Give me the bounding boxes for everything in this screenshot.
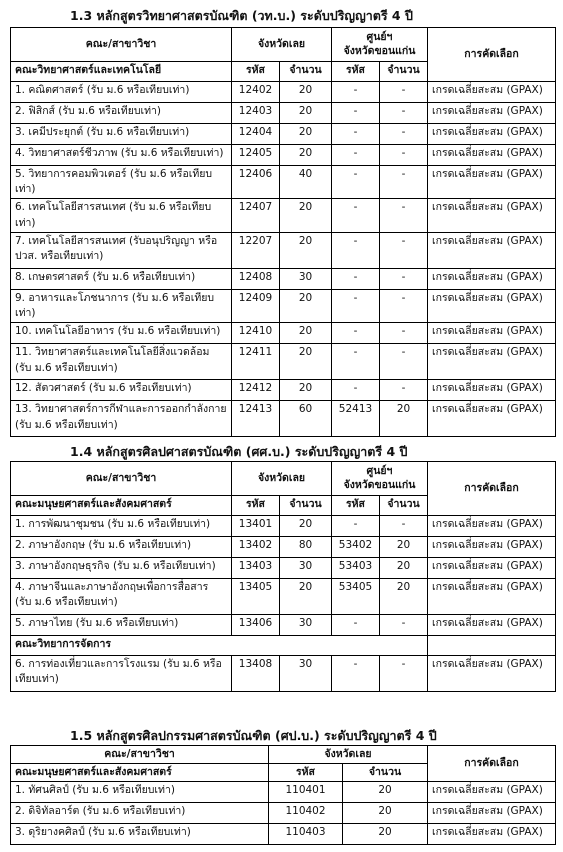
cell-name: 3. ภาษาอังกฤษธุรกิจ (รับ ม.6 หรือเทียบเท่า) bbox=[11, 558, 232, 579]
cell-code2: - bbox=[332, 145, 380, 166]
cell-code: 12408 bbox=[232, 268, 280, 289]
cell-code: 13406 bbox=[232, 615, 280, 636]
cell-qty2: - bbox=[380, 289, 428, 322]
cell-code2: 53402 bbox=[332, 537, 380, 558]
cell-qty: 20 bbox=[280, 103, 332, 124]
cell-qty2: - bbox=[380, 124, 428, 145]
table-row bbox=[11, 782, 556, 803]
cell-name: 2. ดิจิทัลอาร์ต (รับ ม.6 หรือเทียบเท่า) bbox=[11, 803, 269, 824]
table-row bbox=[11, 166, 556, 199]
cell-name: 6. เทคโนโลยีสารสนเทศ (รับ ม.6 หรือเทียบเท่า) bbox=[11, 199, 232, 232]
table-row bbox=[11, 268, 556, 289]
cell-qty: 30 bbox=[280, 558, 332, 579]
cell-sel: เกรดเฉลี่ยสะสม (GPAX) bbox=[428, 615, 556, 636]
cell-name: 9. อาหารและโภชนาการ (รับ ม.6 หรือเทียบเท่า) bbox=[11, 289, 232, 322]
cell-sel: เกรดเฉลี่ยสะสม (GPAX) bbox=[428, 124, 556, 145]
cell-code2: - bbox=[332, 124, 380, 145]
cell-qty: 20 bbox=[280, 579, 332, 615]
table-row bbox=[11, 824, 556, 845]
header-program: คณะ/สาขาวิชา bbox=[11, 462, 232, 496]
cell-name: 1. ทัศนศิลป์ (รับ ม.6 หรือเทียบเท่า) bbox=[11, 782, 269, 803]
cell-sel: เกรดเฉลี่ยสะสม (GPAX) bbox=[428, 579, 556, 615]
cell-code: 12409 bbox=[232, 289, 280, 322]
header-selection: การคัดเลือก bbox=[428, 28, 556, 82]
table-row bbox=[11, 615, 556, 636]
cell-name: 10. เทคโนโลยีอาหาร (รับ ม.6 หรือเทียบเท่า) bbox=[11, 323, 232, 344]
cell-qty: 20 bbox=[280, 380, 332, 401]
cell-qty2: - bbox=[380, 323, 428, 344]
fine-arts-program-table bbox=[10, 745, 556, 845]
table-row bbox=[11, 232, 556, 268]
cell-code2: - bbox=[332, 268, 380, 289]
cell-qty: 20 bbox=[280, 124, 332, 145]
cell-code: 13403 bbox=[232, 558, 280, 579]
cell-name: 13. วิทยาศาสตร์การกีฬาและการออกกำลังกาย (รับ ม.6 หรือเทียบเท่า) bbox=[11, 401, 232, 437]
table-row bbox=[11, 380, 556, 401]
cell-qty2: 20 bbox=[380, 579, 428, 615]
cell-name: 5. ภาษาไทย (รับ ม.6 หรือเทียบเท่า) bbox=[11, 615, 232, 636]
cell-code: 110402 bbox=[269, 803, 343, 824]
cell-code2: - bbox=[332, 103, 380, 124]
table-row bbox=[11, 558, 556, 579]
cell-code: 12406 bbox=[232, 166, 280, 199]
table-row bbox=[11, 323, 556, 344]
cell-name: 1. การพัฒนาชุมชน (รับ ม.6 หรือเทียบเท่า) bbox=[11, 516, 232, 537]
cell-name: 6. การท่องเที่ยวและการโรงแรม (รับ ม.6 หรือเทียบเท่า) bbox=[11, 656, 232, 692]
cell-code2: - bbox=[332, 232, 380, 268]
cell-name: 2. ภาษาอังกฤษ (รับ ม.6 หรือเทียบเท่า) bbox=[11, 537, 232, 558]
cell-code: 13408 bbox=[232, 656, 280, 692]
cell-qty2: - bbox=[380, 344, 428, 380]
cell-qty: 20 bbox=[343, 824, 428, 845]
cell-sel: เกรดเฉลี่ยสะสม (GPAX) bbox=[428, 803, 556, 824]
cell-code2: - bbox=[332, 323, 380, 344]
cell-qty2: 20 bbox=[380, 537, 428, 558]
header-program: คณะ/สาขาวิชา bbox=[11, 746, 269, 764]
table-row bbox=[11, 82, 556, 103]
header-loei-province: จังหวัดเลย bbox=[232, 28, 332, 62]
cell-qty: 20 bbox=[280, 323, 332, 344]
section-1-5-title: 1.5 หลักสูตรศิลปกรรมศาสตรบัณฑิต (ศป.บ.) ระดับปริญญาตรี 4 ปี bbox=[70, 728, 437, 743]
table-row bbox=[11, 803, 556, 824]
cell-name: 4. วิทยาศาสตร์ชีวภาพ (รับ ม.6 หรือเทียบเท่า) bbox=[11, 145, 232, 166]
cell-code: 12402 bbox=[232, 82, 280, 103]
cell-code: 12404 bbox=[232, 124, 280, 145]
cell-qty: 20 bbox=[280, 344, 332, 380]
cell-code: 13401 bbox=[232, 516, 280, 537]
faculty-name: คณะมนุษยศาสตร์และสังคมศาสตร์ bbox=[11, 496, 232, 516]
humanities-rows bbox=[11, 516, 556, 636]
cell-code2: 52413 bbox=[332, 401, 380, 437]
cell-qty2: - bbox=[380, 380, 428, 401]
cell-code: 12207 bbox=[232, 232, 280, 268]
cell-code: 110403 bbox=[269, 824, 343, 845]
management-rows bbox=[11, 656, 556, 692]
cell-code: 12405 bbox=[232, 145, 280, 166]
header-center-code: รหัส bbox=[332, 62, 380, 82]
cell-qty: 20 bbox=[280, 199, 332, 232]
section-1-3-title: 1.3 หลักสูตรวิทยาศาสตรบัณฑิต (วท.บ.) ระดับปริญญาตรี 4 ปี bbox=[70, 8, 413, 23]
cell-sel: เกรดเฉลี่ยสะสม (GPAX) bbox=[428, 232, 556, 268]
arts-program-table bbox=[10, 461, 556, 692]
cell-code2: - bbox=[332, 289, 380, 322]
header-code: รหัส bbox=[232, 62, 280, 82]
cell-code: 12410 bbox=[232, 323, 280, 344]
cell-qty: 20 bbox=[280, 516, 332, 537]
table-row bbox=[11, 289, 556, 322]
cell-qty2: - bbox=[380, 656, 428, 692]
cell-sel: เกรดเฉลี่ยสะสม (GPAX) bbox=[428, 323, 556, 344]
header-loei-province: จังหวัดเลย bbox=[269, 746, 428, 764]
header-quantity: จำนวน bbox=[280, 62, 332, 82]
cell-code2: 53405 bbox=[332, 579, 380, 615]
cell-qty: 80 bbox=[280, 537, 332, 558]
cell-qty: 30 bbox=[280, 615, 332, 636]
cell-qty: 30 bbox=[280, 268, 332, 289]
cell-sel: เกรดเฉลี่ยสะสม (GPAX) bbox=[428, 344, 556, 380]
cell-qty2: - bbox=[380, 232, 428, 268]
cell-code2: 53403 bbox=[332, 558, 380, 579]
cell-qty2: - bbox=[380, 82, 428, 103]
cell-qty: 20 bbox=[280, 145, 332, 166]
cell-code: 12403 bbox=[232, 103, 280, 124]
cell-code: 12412 bbox=[232, 380, 280, 401]
cell-name: 12. สัตวศาสตร์ (รับ ม.6 หรือเทียบเท่า) bbox=[11, 380, 232, 401]
science-program-table bbox=[10, 27, 556, 437]
table-row bbox=[11, 537, 556, 558]
cell-qty: 30 bbox=[280, 656, 332, 692]
header-selection: การคัดเลือก bbox=[428, 462, 556, 516]
cell-sel: เกรดเฉลี่ยสะสม (GPAX) bbox=[428, 103, 556, 124]
table-row bbox=[11, 344, 556, 380]
cell-sel: เกรดเฉลี่ยสะสม (GPAX) bbox=[428, 516, 556, 537]
cell-name: 4. ภาษาจีนและภาษาอังกฤษเพื่อการสื่อสาร (รับ ม.6 หรือเทียบเท่า) bbox=[11, 579, 232, 615]
empty-cell bbox=[428, 636, 556, 656]
cell-sel: เกรดเฉลี่ยสะสม (GPAX) bbox=[428, 268, 556, 289]
cell-qty: 20 bbox=[280, 289, 332, 322]
cell-name: 7. เทคโนโลยีสารสนเทศ (รับอนุปริญญา หรือ ปวส. หรือเทียบเท่า) bbox=[11, 232, 232, 268]
table-row bbox=[11, 656, 556, 692]
cell-qty2: - bbox=[380, 166, 428, 199]
cell-sel: เกรดเฉลี่ยสะสม (GPAX) bbox=[428, 537, 556, 558]
cell-sel: เกรดเฉลี่ยสะสม (GPAX) bbox=[428, 558, 556, 579]
cell-sel: เกรดเฉลี่ยสะสม (GPAX) bbox=[428, 380, 556, 401]
cell-code2: - bbox=[332, 82, 380, 103]
header-center-code: รหัส bbox=[332, 496, 380, 516]
table-row bbox=[11, 579, 556, 615]
cell-sel: เกรดเฉลี่ยสะสม (GPAX) bbox=[428, 656, 556, 692]
cell-code: 13405 bbox=[232, 579, 280, 615]
cell-qty2: - bbox=[380, 103, 428, 124]
cell-sel: เกรดเฉลี่ยสะสม (GPAX) bbox=[428, 199, 556, 232]
cell-qty2: - bbox=[380, 615, 428, 636]
section-1-4-title: 1.4 หลักสูตรศิลปศาสตรบัณฑิต (ศศ.บ.) ระดับปริญญาตรี 4 ปี bbox=[70, 444, 408, 459]
header-center-quantity: จำนวน bbox=[380, 62, 428, 82]
cell-qty: 20 bbox=[343, 803, 428, 824]
faculty-name: คณะวิทยาศาสตร์และเทคโนโลยี bbox=[11, 62, 232, 82]
cell-name: 2. ฟิสิกส์ (รับ ม.6 หรือเทียบเท่า) bbox=[11, 103, 232, 124]
cell-qty: 20 bbox=[280, 82, 332, 103]
cell-sel: เกรดเฉลี่ยสะสม (GPAX) bbox=[428, 401, 556, 437]
table-row bbox=[11, 145, 556, 166]
cell-name: 5. วิทยาการคอมพิวเตอร์ (รับ ม.6 หรือเทียบเท่า) bbox=[11, 166, 232, 199]
cell-code2: - bbox=[332, 166, 380, 199]
cell-qty2: - bbox=[380, 268, 428, 289]
cell-name: 8. เกษตรศาสตร์ (รับ ม.6 หรือเทียบเท่า) bbox=[11, 268, 232, 289]
header-code: รหัส bbox=[269, 764, 343, 782]
cell-code2: - bbox=[332, 380, 380, 401]
cell-code2: - bbox=[332, 656, 380, 692]
cell-code2: - bbox=[332, 199, 380, 232]
header-khonkaen-center: ศูนย์ฯ จังหวัดขอนแก่น bbox=[332, 28, 428, 62]
cell-code2: - bbox=[332, 344, 380, 380]
cell-code: 12411 bbox=[232, 344, 280, 380]
cell-qty: 20 bbox=[280, 232, 332, 268]
cell-sel: เกรดเฉลี่ยสะสม (GPAX) bbox=[428, 82, 556, 103]
header-quantity: จำนวน bbox=[280, 496, 332, 516]
cell-sel: เกรดเฉลี่ยสะสม (GPAX) bbox=[428, 824, 556, 845]
cell-sel: เกรดเฉลี่ยสะสม (GPAX) bbox=[428, 166, 556, 199]
header-center-quantity: จำนวน bbox=[380, 496, 428, 516]
header-code: รหัส bbox=[232, 496, 280, 516]
faculty-name: คณะมนุษยศาสตร์และสังคมศาสตร์ bbox=[11, 764, 269, 782]
table-row bbox=[11, 199, 556, 232]
table-row bbox=[11, 401, 556, 437]
cell-code: 12407 bbox=[232, 199, 280, 232]
cell-qty2: 20 bbox=[380, 401, 428, 437]
cell-code2: - bbox=[332, 516, 380, 537]
cell-sel: เกรดเฉลี่ยสะสม (GPAX) bbox=[428, 145, 556, 166]
cell-code: 13402 bbox=[232, 537, 280, 558]
header-program: คณะ/สาขาวิชา bbox=[11, 28, 232, 62]
cell-qty: 20 bbox=[343, 782, 428, 803]
cell-qty: 40 bbox=[280, 166, 332, 199]
cell-name: 3. ดุริยางคศิลป์ (รับ ม.6 หรือเทียบเท่า) bbox=[11, 824, 269, 845]
header-loei-province: จังหวัดเลย bbox=[232, 462, 332, 496]
table-row bbox=[11, 103, 556, 124]
cell-qty2: 20 bbox=[380, 558, 428, 579]
table-row bbox=[11, 124, 556, 145]
cell-name: 1. คณิตศาสตร์ (รับ ม.6 หรือเทียบเท่า) bbox=[11, 82, 232, 103]
table-row bbox=[11, 516, 556, 537]
header-quantity: จำนวน bbox=[343, 764, 428, 782]
cell-qty2: - bbox=[380, 199, 428, 232]
cell-code: 110401 bbox=[269, 782, 343, 803]
cell-name: 11. วิทยาศาสตร์และเทคโนโลยีสิ่งแวดล้อม (รับ ม.6 หรือเทียบเท่า) bbox=[11, 344, 232, 380]
cell-code2: - bbox=[332, 615, 380, 636]
cell-qty2: - bbox=[380, 145, 428, 166]
cell-qty: 60 bbox=[280, 401, 332, 437]
cell-name: 3. เคมีประยุกต์ (รับ ม.6 หรือเทียบเท่า) bbox=[11, 124, 232, 145]
cell-qty2: - bbox=[380, 516, 428, 537]
faculty-name-management: คณะวิทยาการจัดการ bbox=[11, 636, 428, 656]
cell-code: 12413 bbox=[232, 401, 280, 437]
cell-sel: เกรดเฉลี่ยสะสม (GPAX) bbox=[428, 782, 556, 803]
cell-sel: เกรดเฉลี่ยสะสม (GPAX) bbox=[428, 289, 556, 322]
header-selection: การคัดเลือก bbox=[428, 746, 556, 782]
header-khonkaen-center: ศูนย์ฯ จังหวัดขอนแก่น bbox=[332, 462, 428, 496]
